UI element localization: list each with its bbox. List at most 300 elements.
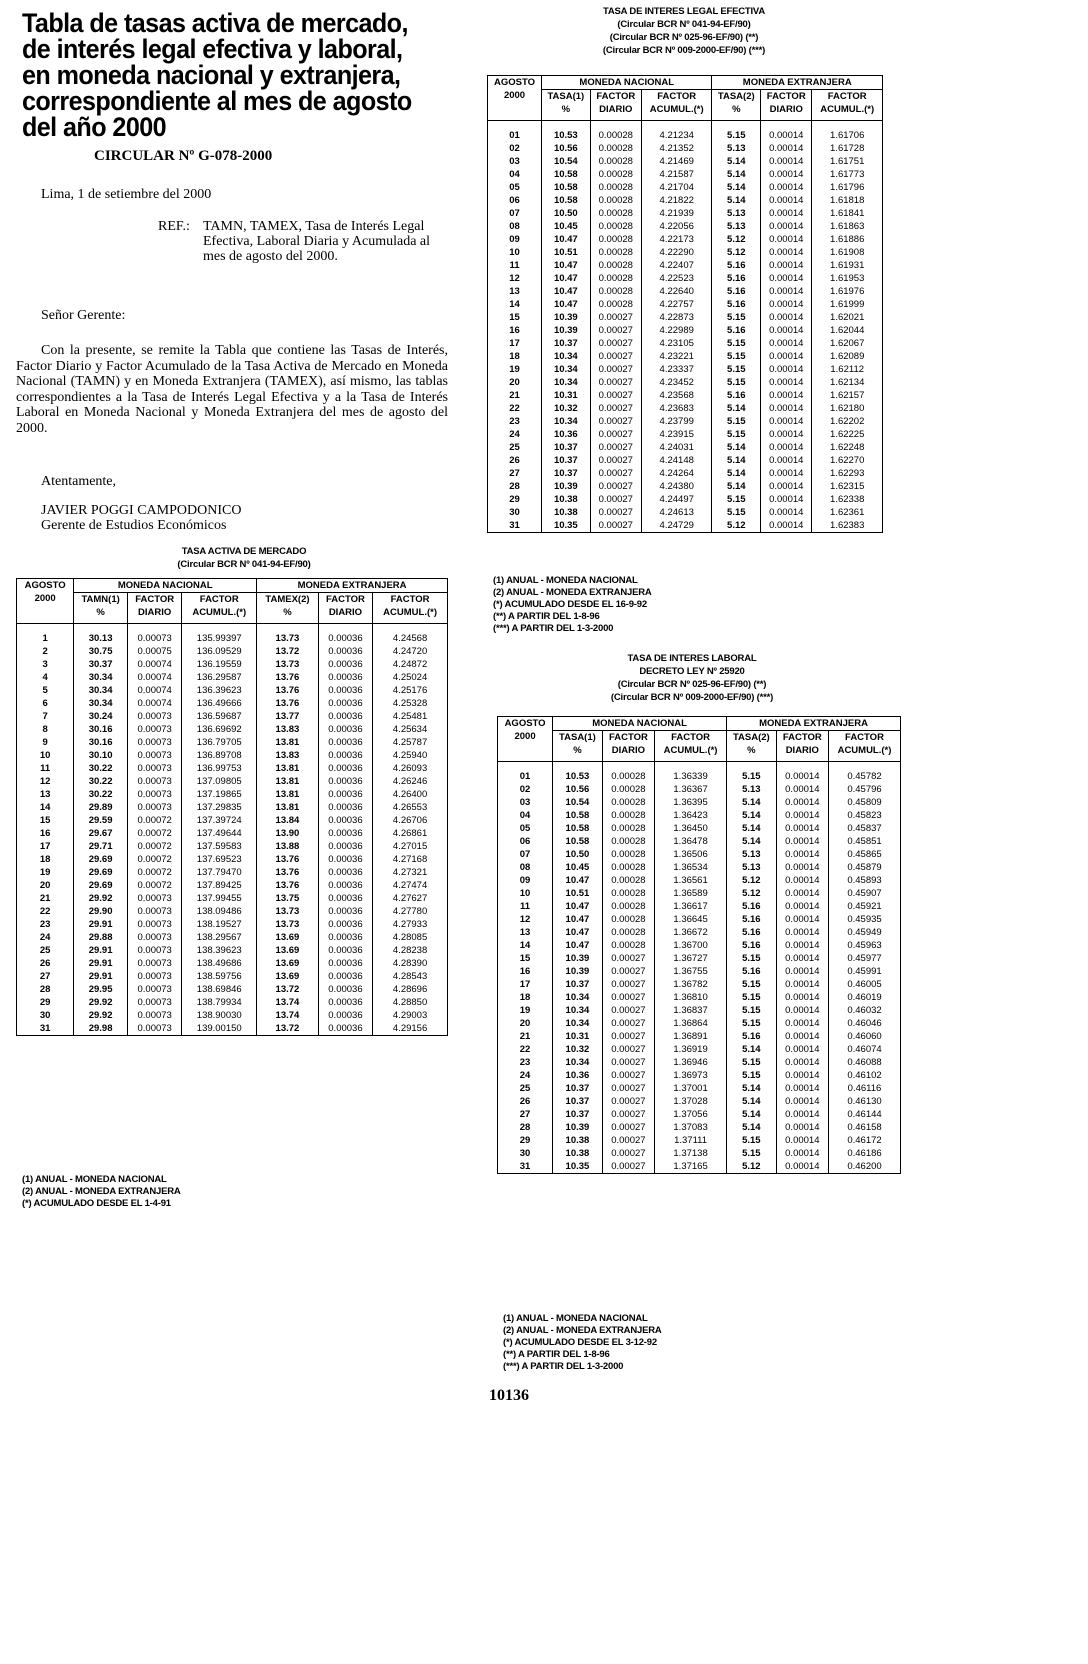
table-row: [498, 965, 901, 978]
table-cell: 29.91: [74, 944, 128, 957]
column-header-line: %: [732, 104, 741, 115]
table-cell: 10.35: [542, 519, 591, 533]
table-row: [17, 710, 448, 723]
table-cell: 13.74: [257, 996, 319, 1009]
table-cell: 0.00014: [776, 900, 828, 913]
table-cell: 4.23105: [641, 337, 712, 350]
table-cell: 0.00014: [761, 246, 812, 259]
table-cell: 1.61818: [812, 194, 883, 207]
table-cell: 4.24729: [641, 519, 712, 533]
table-cell: 0.46005: [829, 978, 901, 991]
table-note: (1) ANUAL - MONEDA NACIONAL: [503, 1313, 648, 1324]
table-cell: 4.21587: [641, 168, 712, 181]
table-cell: 0.00014: [761, 220, 812, 233]
table-cell: 4.22640: [641, 285, 712, 298]
group-header-moneda-nacional: MONEDA NACIONAL: [542, 76, 712, 90]
table-cell: 5.13: [712, 207, 761, 220]
table-row: [17, 827, 448, 840]
column-header-line: TASA(1): [547, 91, 585, 102]
table-cell: 29.92: [74, 1009, 128, 1022]
table-row: [17, 944, 448, 957]
table-cell: 10.39: [553, 965, 603, 978]
table-cell: 05: [488, 181, 542, 194]
table-cell: 29.69: [74, 853, 128, 866]
table-cell: 135.99397: [182, 632, 257, 645]
table-cell: 0.00028: [590, 285, 641, 298]
table-cell: 0.00027: [590, 376, 641, 389]
table-cell: 0.00072: [127, 814, 181, 827]
table-cell: 138.79934: [182, 996, 257, 1009]
column-header: [182, 593, 257, 624]
column-header: [641, 90, 712, 121]
table-cell: 0.00028: [590, 129, 641, 142]
table-cell: 10.37: [542, 337, 591, 350]
table-cell: 4.25176: [373, 684, 448, 697]
table-title-interes-laboral: [480, 652, 904, 704]
table-cell: 0.00027: [602, 1147, 654, 1160]
table-cell: 0.45782: [829, 770, 901, 783]
table-cell: 0.00027: [602, 1017, 654, 1030]
table-cell: 5.16: [727, 913, 777, 926]
table-cell: 137.09805: [182, 775, 257, 788]
table-cell: 0.00014: [776, 770, 828, 783]
table-cell: 0.00014: [776, 1069, 828, 1082]
column-header-line: ACUMUL.(*): [820, 104, 875, 115]
table-cell: 5.15: [712, 415, 761, 428]
column-header-line: DIARIO: [611, 745, 646, 756]
table-cell: 0.00036: [318, 866, 372, 879]
table-cell: 06: [498, 835, 553, 848]
table-title-line: DECRETO LEY Nº 25920: [639, 666, 745, 677]
table-cell: 13.81: [257, 801, 319, 814]
table-cell: 04: [498, 809, 553, 822]
column-header-line: TASA(1): [559, 732, 596, 743]
column-header-line: %: [747, 745, 756, 756]
table-cell: 26: [498, 1095, 553, 1108]
table-row: [498, 1095, 901, 1108]
table-row: [17, 632, 448, 645]
table-cell: 1.37138: [655, 1147, 727, 1160]
table-cell: 13.76: [257, 866, 319, 879]
table-cell: 0.00073: [127, 996, 181, 1009]
table-cell: 0.00014: [761, 337, 812, 350]
table-cell: 1.37111: [655, 1134, 727, 1147]
table-cell: 0.00028: [590, 142, 641, 155]
table-cell: 4.24720: [373, 645, 448, 658]
table-cell: 0.00073: [127, 723, 181, 736]
table-cell: 08: [498, 861, 553, 874]
column-header-line: DIARIO: [599, 104, 633, 115]
table-note: (***) A PARTIR DEL 1-3-2000: [493, 623, 614, 634]
table-cell: 4.21469: [641, 155, 712, 168]
table-row: [17, 684, 448, 697]
table-cell: 1.36700: [655, 939, 727, 952]
table-cell: 13.72: [257, 1022, 319, 1036]
table-cell: 10.47: [542, 272, 591, 285]
table-note: (*) ACUMULADO DESDE EL 3-12-92: [503, 1337, 657, 1348]
table-row: [488, 324, 883, 337]
table-cell: 136.89708: [182, 749, 257, 762]
table-cell: 4.22290: [641, 246, 712, 259]
table-cell: 10.58: [542, 168, 591, 181]
table-cell: 10.58: [553, 809, 603, 822]
table-cell: 0.00075: [127, 645, 181, 658]
table-cell: 0.00072: [127, 879, 181, 892]
table-cell: 1.37165: [655, 1160, 727, 1174]
table-cell: 0.00027: [602, 965, 654, 978]
table-row: [488, 285, 883, 298]
table-cell: 10: [17, 749, 74, 762]
table-row: [498, 861, 901, 874]
table-cell: 29.90: [74, 905, 128, 918]
table-cell: 12: [498, 913, 553, 926]
table-cell: 137.49644: [182, 827, 257, 840]
table-row: [498, 952, 901, 965]
table-row: [17, 814, 448, 827]
table-cell: 0.00028: [602, 874, 654, 887]
table-row: [498, 887, 901, 900]
table-cell: 30.37: [74, 658, 128, 671]
table-cell: 5.14: [712, 181, 761, 194]
table-cell: 14: [498, 939, 553, 952]
table-cell: 5.14: [727, 835, 777, 848]
table-row: [498, 1121, 901, 1134]
table-cell: 5.15: [712, 493, 761, 506]
table-cell: 5.15: [727, 952, 777, 965]
table-cell: 1.36810: [655, 991, 727, 1004]
table-cell: 0.00028: [590, 168, 641, 181]
column-header-line: FACTOR: [608, 732, 648, 743]
table-title-tasa-activa: [40, 545, 448, 571]
table-cell: 5.16: [727, 926, 777, 939]
group-header-moneda-extranjera: MONEDA EXTRANJERA: [257, 579, 448, 593]
table-cell: 0.00028: [590, 194, 641, 207]
table-row: [17, 723, 448, 736]
table-cell: 29.89: [74, 801, 128, 814]
table-cell: 0.00036: [318, 723, 372, 736]
table-cell: 13.90: [257, 827, 319, 840]
table-title-line: TASA ACTIVA DE MERCADO: [181, 546, 307, 557]
table-row: [17, 645, 448, 658]
table-cell: 0.00036: [318, 645, 372, 658]
table-cell: 0.00027: [602, 1134, 654, 1147]
table-cell: 0.00014: [761, 506, 812, 519]
table-cell: 1.36367: [655, 783, 727, 796]
table-row: [488, 376, 883, 389]
table-cell: 5.14: [712, 454, 761, 467]
table-cell: 5.14: [727, 822, 777, 835]
table-row: [498, 809, 901, 822]
table-cell: 1.62270: [812, 454, 883, 467]
table-row: [498, 1017, 901, 1030]
table-cell: 0.00073: [127, 983, 181, 996]
table-cell: 10.47: [542, 259, 591, 272]
table-cell: 30.75: [74, 645, 128, 658]
headline: Tabla de tasas activa de mercado, de interés legal efectiva y laboral, en moneda nacional y extranjera, correspondiente al mes de agosto del año 2000: [22, 8, 412, 142]
table-cell: 0.00028: [602, 861, 654, 874]
place-date: Lima, 1 de setiembre del 2000: [41, 187, 212, 202]
table-cell: 0.00014: [776, 1095, 828, 1108]
table-cell: 10.39: [542, 324, 591, 337]
table-cell: 13: [488, 285, 542, 298]
table-cell: 5.15: [712, 337, 761, 350]
closing: Atentamente,: [41, 474, 117, 489]
table-cell: 0.00073: [127, 905, 181, 918]
table-cell: 18: [498, 991, 553, 1004]
table-cell: 0.00036: [318, 684, 372, 697]
table-cell: 0.00028: [602, 939, 654, 952]
table-cell: 0.46032: [829, 1004, 901, 1017]
table-cell: 1.61999: [812, 298, 883, 311]
column-header-line: DIARIO: [328, 607, 363, 618]
table-title-line: TASA DE INTERES LABORAL: [627, 653, 757, 664]
table-cell: 01: [488, 129, 542, 142]
table-cell: 138.69846: [182, 983, 257, 996]
table-cell: 4.27168: [373, 853, 448, 866]
table-cell: 0.00073: [127, 1022, 181, 1036]
table-cell: 0.00028: [590, 181, 641, 194]
table-cell: 10.39: [542, 480, 591, 493]
table-cell: 16: [488, 324, 542, 337]
table-cell: 10.39: [553, 1121, 603, 1134]
table-cell: 13.81: [257, 762, 319, 775]
table-cell: 0.00014: [776, 1160, 828, 1174]
table-cell: 30: [488, 506, 542, 519]
table-cell: 24: [17, 931, 74, 944]
table-cell: 23: [488, 415, 542, 428]
table-cell: 136.49666: [182, 697, 257, 710]
table-cell: 0.00014: [776, 887, 828, 900]
column-header-line: FACTOR: [390, 594, 430, 605]
table-cell: 5.13: [712, 220, 761, 233]
table-title-line: (Circular BCR Nº 009-2000-EF/90) (***): [610, 692, 774, 703]
table-cell: 13.69: [257, 957, 319, 970]
table-cell: 5.13: [712, 142, 761, 155]
table-cell: 30.22: [74, 775, 128, 788]
column-header-line: FACTOR: [325, 594, 365, 605]
column-header: [553, 731, 603, 762]
period-header-line: AGOSTO: [494, 77, 536, 88]
table-note: (**) A PARTIR DEL 1-8-96: [503, 1349, 610, 1360]
table-cell: 0.00028: [590, 272, 641, 285]
table-cell: 0.45963: [829, 939, 901, 952]
table-cell: 0.00014: [776, 783, 828, 796]
table-cell: 0.00036: [318, 905, 372, 918]
table-cell: 2: [17, 645, 74, 658]
table-cell: 4.28085: [373, 931, 448, 944]
table-row: [498, 874, 901, 887]
table-cell: 10.37: [553, 1095, 603, 1108]
table-cell: 05: [498, 822, 553, 835]
table-row: [498, 926, 901, 939]
table-cell: 5.16: [727, 1030, 777, 1043]
table-cell: 1.62361: [812, 506, 883, 519]
table-cell: 1.62180: [812, 402, 883, 415]
table-cell: 0.00014: [761, 441, 812, 454]
table-cell: 4.27474: [373, 879, 448, 892]
table-cell: 5.15: [712, 350, 761, 363]
table-cell: 0.00036: [318, 1009, 372, 1022]
table-cell: 5.15: [727, 1069, 777, 1082]
table-cell: 29: [488, 493, 542, 506]
column-header-line: FACTOR: [671, 732, 710, 743]
table-cell: 5.16: [712, 285, 761, 298]
table-cell: 1.36645: [655, 913, 727, 926]
table-cell: 13.73: [257, 658, 319, 671]
table-cell: 0.00036: [318, 931, 372, 944]
table-cell: 0.00027: [590, 506, 641, 519]
table-cell: 1.61841: [812, 207, 883, 220]
table-cell: 10.35: [553, 1160, 603, 1174]
page-number: 10136: [489, 1387, 529, 1404]
table-cell: 0.00027: [590, 467, 641, 480]
table-row: [488, 155, 883, 168]
table-cell: 0.46088: [829, 1056, 901, 1069]
table-cell: 30.13: [74, 632, 128, 645]
table-cell: 29.98: [74, 1022, 128, 1036]
table-cell: 17: [17, 840, 74, 853]
table-cell: 4.24613: [641, 506, 712, 519]
period-header-line: 2000: [34, 593, 56, 604]
table-cell: 0.00014: [776, 1030, 828, 1043]
table-cell: 0.45809: [829, 796, 901, 809]
table-cell: 0.00014: [761, 311, 812, 324]
table-cell: 4.27321: [373, 866, 448, 879]
table-cell: 136.09529: [182, 645, 257, 658]
table-cell: 04: [488, 168, 542, 181]
table-cell: 137.79470: [182, 866, 257, 879]
table-cell: 10.47: [542, 285, 591, 298]
table-cell: 1.36478: [655, 835, 727, 848]
table-cell: 13.83: [257, 723, 319, 736]
table-cell: 13.76: [257, 697, 319, 710]
table-cell: 27: [17, 970, 74, 983]
table-cell: 10.47: [542, 233, 591, 246]
table-cell: 0.00036: [318, 996, 372, 1009]
table-cell: 18: [17, 853, 74, 866]
table-cell: 29.92: [74, 996, 128, 1009]
table-cell: 0.00036: [318, 918, 372, 931]
table-row: [17, 671, 448, 684]
table-cell: 7: [17, 710, 74, 723]
table-cell: 4.23915: [641, 428, 712, 441]
column-header: [761, 90, 812, 121]
table-cell: 0.00027: [602, 952, 654, 965]
table-cell: 1.61931: [812, 259, 883, 272]
table-cell: 4.22989: [641, 324, 712, 337]
table-row: [17, 983, 448, 996]
table-cell: 0.00073: [127, 632, 181, 645]
table-cell: 28: [17, 983, 74, 996]
table-row: [17, 853, 448, 866]
table-cell: 5.15: [712, 363, 761, 376]
table-cell: 0.00027: [602, 1095, 654, 1108]
table-row: [488, 493, 883, 506]
table-cell: 0.00028: [602, 770, 654, 783]
table-cell: 4.21704: [641, 181, 712, 194]
table-cell: 4.25787: [373, 736, 448, 749]
period-header-line: 2000: [503, 90, 526, 101]
table-cell: 136.59687: [182, 710, 257, 723]
table-cell: 0.00027: [590, 441, 641, 454]
table-cell: 5.12: [727, 887, 777, 900]
table-cell: 0.00073: [127, 788, 181, 801]
table-cell: 10.31: [542, 389, 591, 402]
table-row: [17, 1022, 448, 1036]
table-cell: 5.15: [727, 1134, 777, 1147]
table-row: [488, 337, 883, 350]
table-cell: 07: [498, 848, 553, 861]
column-header-line: ACUMUL.(*): [383, 607, 437, 618]
table-cell: 4.28696: [373, 983, 448, 996]
table-cell: 0.00028: [590, 220, 641, 233]
table-cell: 1.36755: [655, 965, 727, 978]
table-cell: 10.34: [553, 1056, 603, 1069]
table-cell: 4.28390: [373, 957, 448, 970]
table-row: [498, 1134, 901, 1147]
table-cell: 0.00027: [590, 454, 641, 467]
table-cell: 0.46158: [829, 1121, 901, 1134]
table-row: [488, 402, 883, 415]
table-cell: 0.00036: [318, 736, 372, 749]
table-cell: 0.00014: [776, 1043, 828, 1056]
table-cell: 5.15: [727, 978, 777, 991]
table-cell: 1.61886: [812, 233, 883, 246]
period-header-line: 2000: [514, 731, 536, 742]
table-cell: 10.38: [553, 1147, 603, 1160]
table-row: [17, 788, 448, 801]
table-row: [17, 879, 448, 892]
table-row: [498, 1030, 901, 1043]
table-cell: 10.50: [542, 207, 591, 220]
table-cell: 0.00036: [318, 827, 372, 840]
table-cell: 0.00014: [761, 376, 812, 389]
table-title-interes-legal: [480, 5, 888, 57]
table-cell: 10.53: [553, 770, 603, 783]
table-cell: 4.25328: [373, 697, 448, 710]
table-cell: 0.00014: [776, 1004, 828, 1017]
table-row: [498, 835, 901, 848]
table-cell: 15: [17, 814, 74, 827]
table-cell: 0.00036: [318, 983, 372, 996]
table-cell: 5.13: [727, 861, 777, 874]
table-cell: 30: [498, 1147, 553, 1160]
table-cell: 10.32: [553, 1043, 603, 1056]
table-row: [498, 1069, 901, 1082]
table-cell: 10.56: [542, 142, 591, 155]
table-cell: 0.00036: [318, 788, 372, 801]
table-cell: 13.72: [257, 983, 319, 996]
table-cell: 13.69: [257, 931, 319, 944]
reference-label: REF.:: [158, 219, 190, 234]
table-cell: 27: [498, 1108, 553, 1121]
reference-text: TAMN, TAMEX, Tasa de Interés Legal Efectiva, Laboral Diaria y Acumulada al mes de agosto del 2000.: [203, 219, 431, 264]
table-cell: 5: [17, 684, 74, 697]
table-cell: 1.36919: [655, 1043, 727, 1056]
table-note: (2) ANUAL - MONEDA EXTRANJERA: [503, 1325, 662, 1336]
table-cell: 0.00027: [590, 324, 641, 337]
table-cell: 5.14: [727, 809, 777, 822]
table-cell: 1.36672: [655, 926, 727, 939]
table-cell: 4.27780: [373, 905, 448, 918]
table-cell: 0.00014: [776, 835, 828, 848]
table-row: [17, 957, 448, 970]
table-cell: 29.67: [74, 827, 128, 840]
table-cell: 0.00014: [776, 1108, 828, 1121]
table-cell: 10.51: [542, 246, 591, 259]
table-cell: 0.00027: [590, 480, 641, 493]
table-cell: 1.61751: [812, 155, 883, 168]
